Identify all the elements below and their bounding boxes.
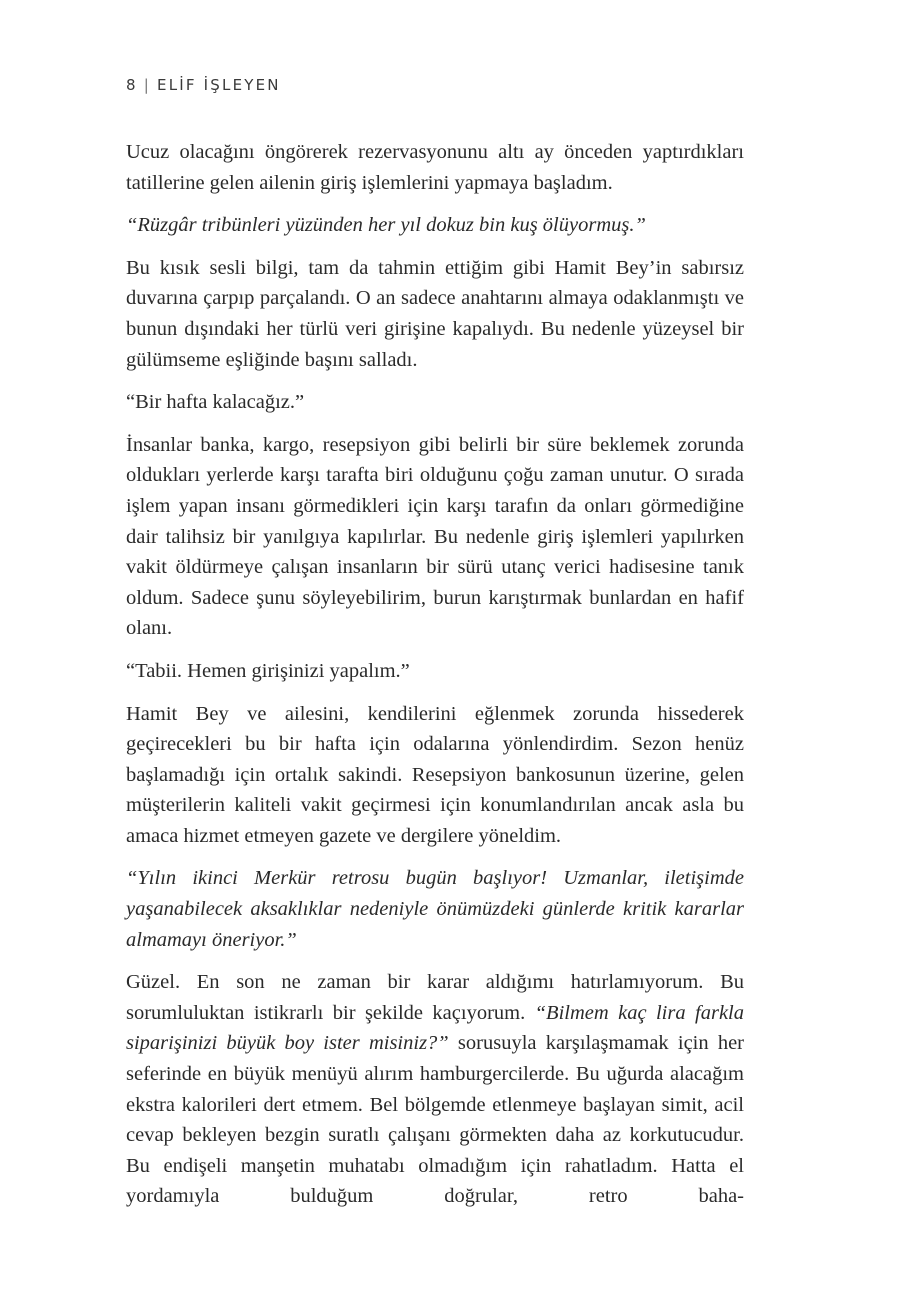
body-text [126,137,744,1212]
quote-wind-turbines: “Rüzgâr tribünleri yüzünden her yıl dokuz bin kuş ölüyormuş.” [126,214,646,237]
running-head [126,76,281,94]
paragraph-waiting-people: İnsanlar banka, kargo, resepsiyon gibi belirli bir süre beklemek zorunda oldukları yerlerde karşı tarafta biri olduğunu çoğu zaman unutur. O sırada işlem yapan insanı görmedikleri için karşı tarafın da onları görmediğine dair talihsiz bir yanılgıya kapılırlar. Bu nedenle giriş işlemleri yapılırken vakit öldürmeye çalışan insanların bir sürü utanç verici hadisesine tanık oldum. Sadece şunu söyleyebilirim, burun karıştırmak bunlardan en hafif olanı. [126,433,744,640]
dialogue-one-week: “Bir hafta kalacağız.” [126,391,305,414]
paragraph-decisions-part2: sorusuyla karşılaşmamak için her seferinde en büyük menüyü alırım hamburgercilerde. Bu uğurda alacağım ekstra kalorileri dert etmem. Bel bölgemde etlenmeye başlayan simit, acil cevap bekleyen bezgin suratlı çalışanı görmekten daha az korkutucudur. Bu endişeli manşetin muhatabı olmadığım için rahatladım. Hatta el yordamıyla bulduğum doğrular, retro baha- [126,1032,744,1208]
paragraph-rooms: Hamit Bey ve ailesini, kendilerini eğlenmek zorunda hissederek geçirecekleri bu bir hafta için odalarına yönlendirdim. Sezon henüz başlamadığı için ortalık sakindi. Resepsiyon bankosunun üzerine, gelen müşterilerin kaliteli vakit geçirmesi için konumlandırılan ancak asla bu amaca hizmet etmeyen gazete ve dergilere yöneldim. [126,702,744,847]
paragraph-decisions-part1: Güzel. En son ne zaman bir karar aldığımı hatırlamıyorum. Bu sorumluluktan istikrarlı bir şekilde kaçıyorum. [126,971,744,1024]
page-number: 8 [126,76,138,94]
author-name: ELİF İŞLEYEN [157,76,281,94]
paragraph-opening: Ucuz olacağını öngörerek rezervasyonunu altı ay önceden yaptırdıkları tatillerine gelen ailenin giriş işlemlerini yapmaya başladım. [126,141,744,194]
quote-mercury-retrograde: “Yılın ikinci Merkür retrosu bugün başlıyor! Uzmanlar, iletişimde yaşanabilecek aksaklıklar nedeniyle önümüzdeki günlerde kritik kararlar almamayı öneriyor.” [126,867,744,951]
paragraph-decisions [126,967,744,1212]
quote-upsize: “Bilmem kaç lira farkla siparişinizi büyük boy ister misiniz?” [126,1001,744,1055]
paragraph-hamit-bey: Bu kısık sesli bilgi, tam da tahmin ettiğim gibi Hamit Bey’in sabırsız duvarına çarpıp parçalandı. O an sadece anahtarını almaya odaklanmıştı ve bunun dışındaki her türlü veri girişine kapalıydı. Bu nedenle yüzeysel bir gülümseme eşliğinde başını salladı. [126,256,744,371]
dialogue-check-in: “Tabii. Hemen girişinizi yapalım.” [126,659,410,682]
header-separator: | [143,76,152,94]
